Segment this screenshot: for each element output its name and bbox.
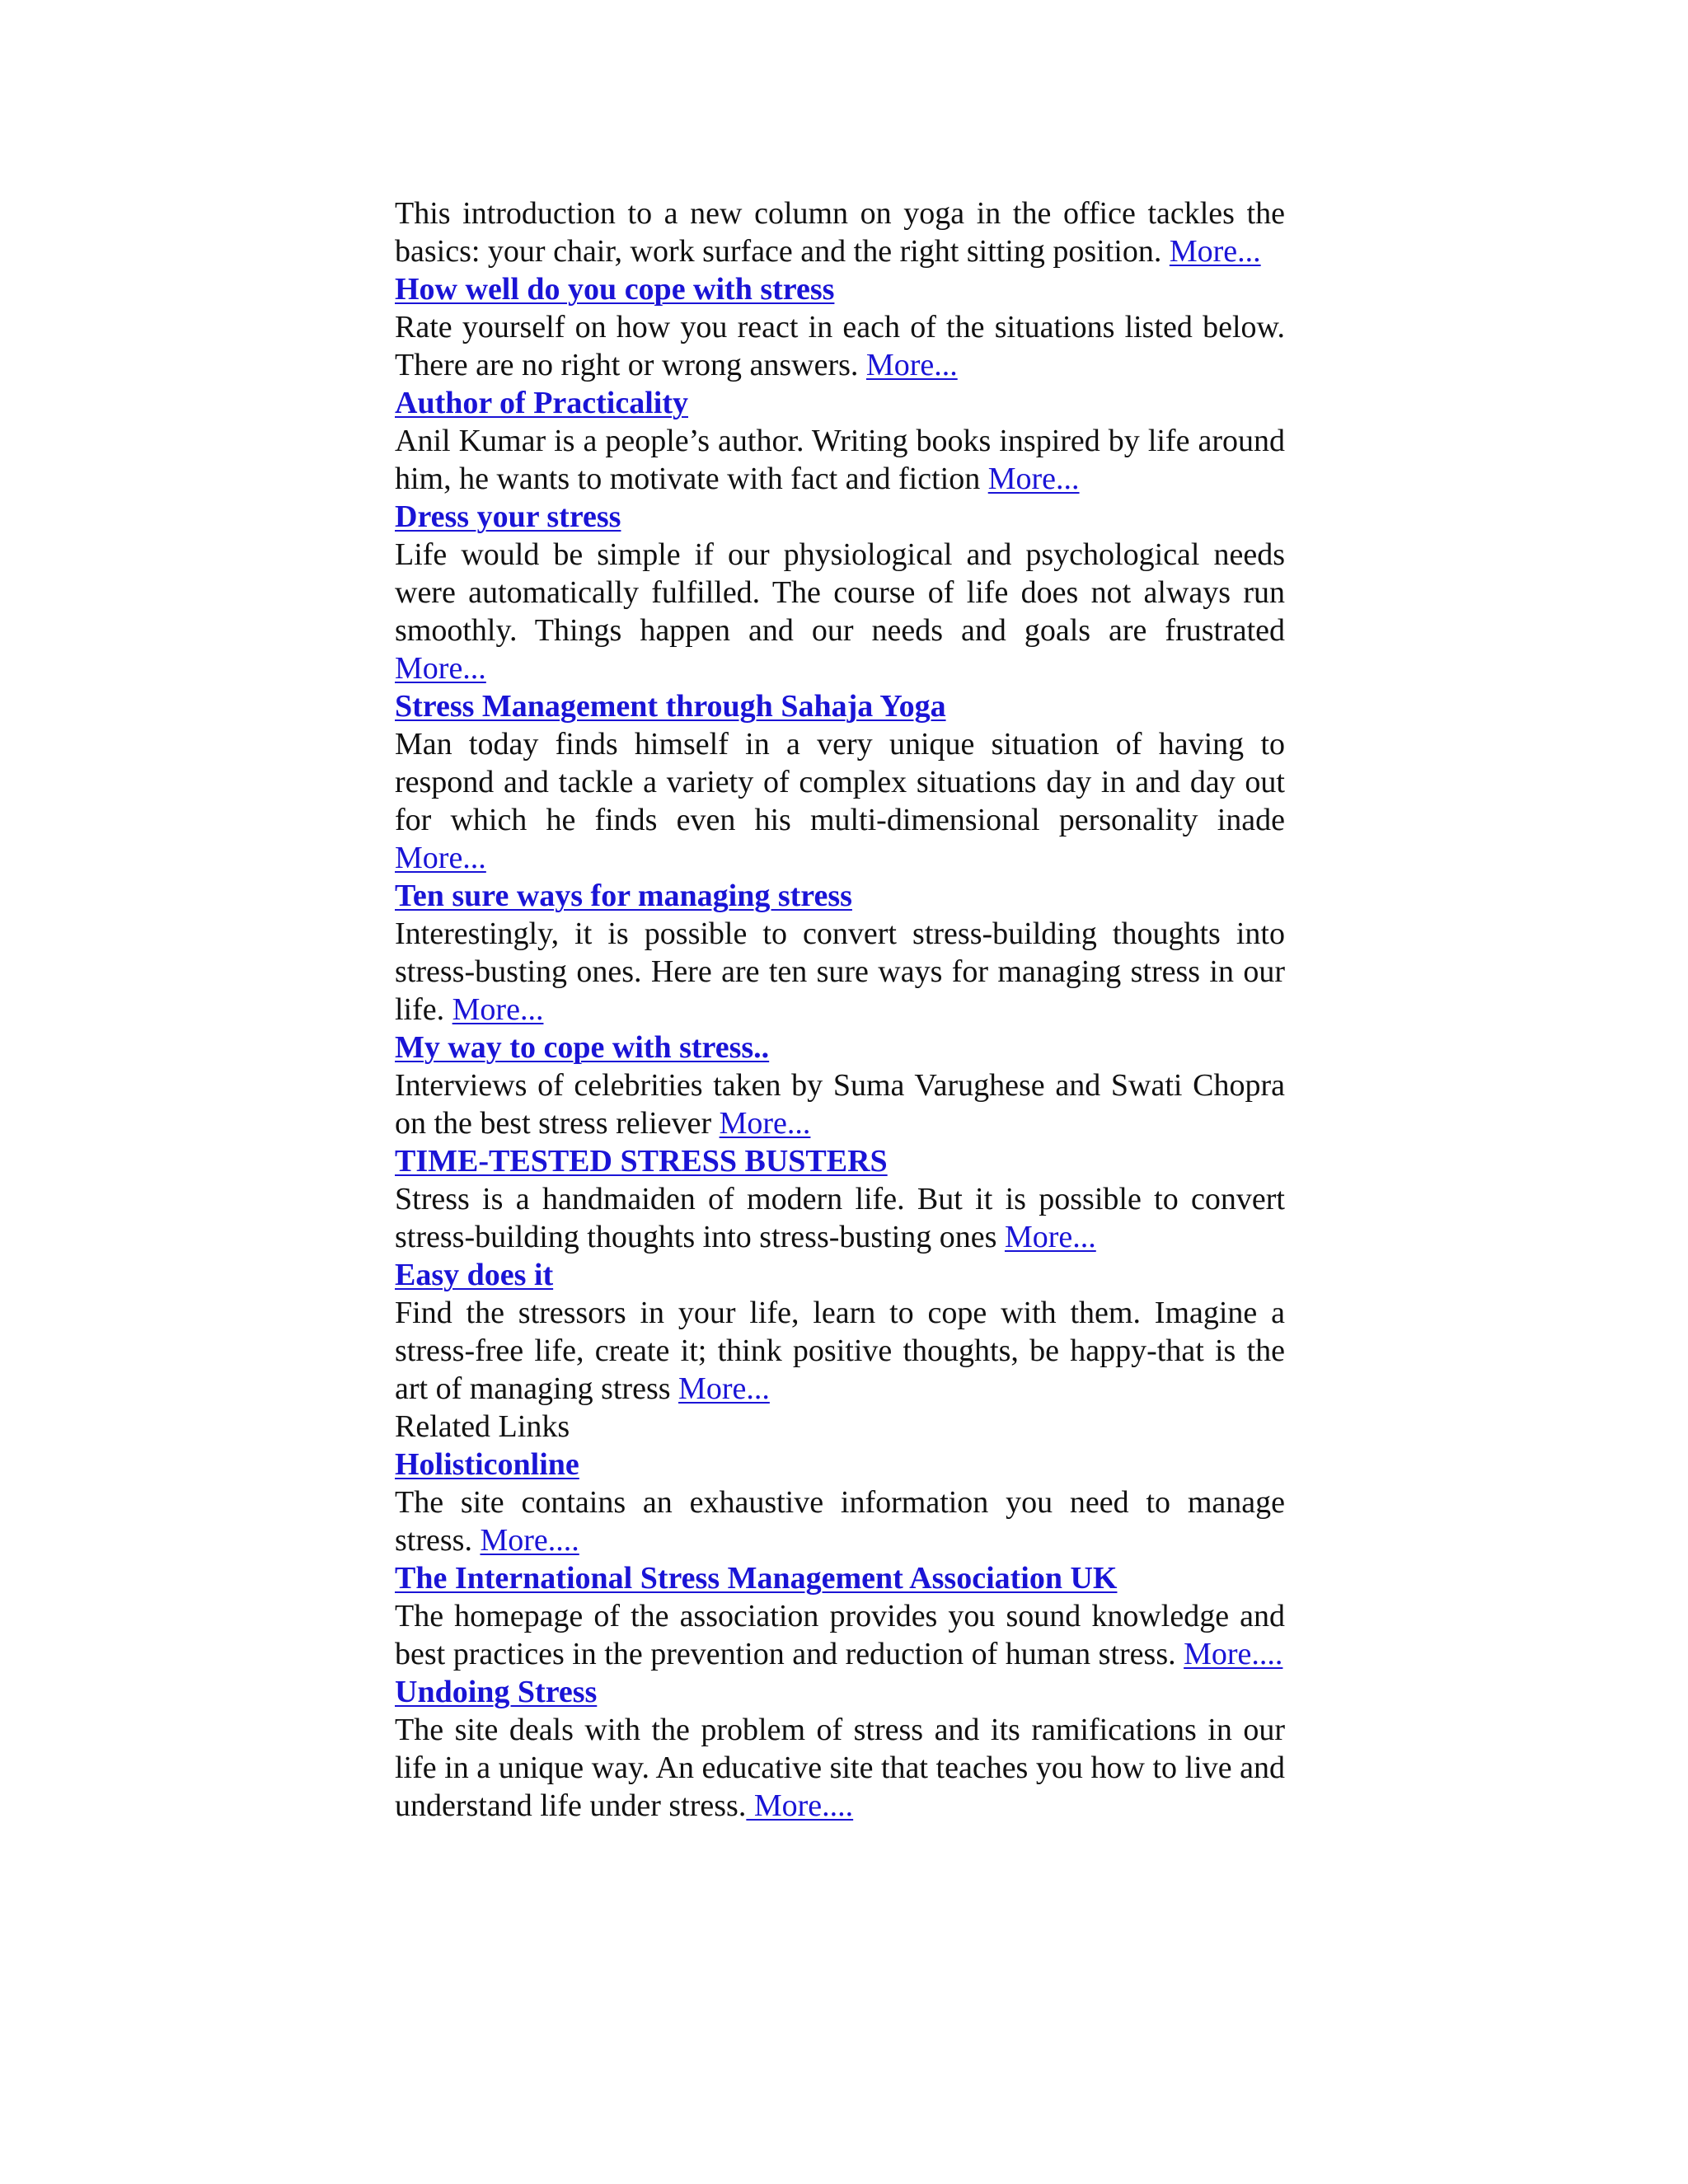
article-description-text: Anil Kumar is a people’s author. Writing books inspired by life around him, he wants to motivate with fact and fiction (395, 424, 1285, 496)
article-more-link[interactable]: More... (987, 462, 1080, 496)
related-link-title[interactable]: Undoing Stress (395, 1675, 598, 1709)
related-link-more[interactable]: More.... (746, 1788, 854, 1823)
article-entry (395, 498, 1285, 687)
article-entry (395, 1029, 1285, 1142)
related-link-more[interactable]: More.... (480, 1523, 579, 1558)
article-title-link[interactable]: Easy does it (395, 1258, 554, 1292)
article-title-link[interactable]: Dress your stress (395, 499, 621, 534)
related-link-description (395, 1597, 1285, 1673)
related-link-entry (395, 1559, 1285, 1673)
article-description (395, 1066, 1285, 1142)
related-link-description-text: The site contains an exhaustive information you need to manage stress. (395, 1485, 1285, 1558)
article-description-text: Interestingly, it is possible to convert stress-building thoughts into stress-busting ones. Here are ten sure ways for managing stress in our life. (395, 916, 1285, 1027)
article-more-link[interactable]: More... (452, 992, 544, 1027)
related-link-entry (395, 1673, 1285, 1825)
article-description-text: Man today finds himself in a very unique situation of having to respond and tackle a variety of complex situations day in and day out for which he finds even his multi-dimensional personality inade (395, 727, 1285, 837)
article-description (395, 1294, 1285, 1408)
related-link-description-text: The homepage of the association provides you sound knowledge and best practices in the prevention and reduction of human stress. (395, 1599, 1285, 1671)
article-entry (395, 1142, 1285, 1256)
related-link-more[interactable]: More.... (1184, 1637, 1283, 1671)
related-link-title[interactable]: The International Stress Management Association UK (395, 1561, 1118, 1596)
article-title-link[interactable]: Ten sure ways for managing stress (395, 879, 852, 913)
article-description (395, 1180, 1285, 1256)
article-description (395, 422, 1285, 498)
article-more-link[interactable]: More... (395, 651, 486, 686)
article-title-link[interactable]: TIME-TESTED STRESS BUSTERS (395, 1144, 888, 1179)
article-more-link[interactable]: More... (395, 841, 486, 875)
related-link-description-text: The site deals with the problem of stress and its ramifications in our life in a unique way. An educative site that teaches you how to live and understand life under stress. (395, 1713, 1285, 1823)
article-entry (395, 384, 1285, 498)
article-description (395, 915, 1285, 1029)
article-description (395, 536, 1285, 687)
related-link-entry (395, 1446, 1285, 1559)
article-more-link[interactable]: More... (1004, 1220, 1096, 1254)
article-entry (395, 877, 1285, 1029)
related-link-description (395, 1483, 1285, 1559)
related-link-title[interactable]: Holisticonline (395, 1447, 579, 1482)
intro-paragraph (395, 194, 1285, 270)
related-link-description (395, 1711, 1285, 1825)
article-description-text: Stress is a handmaiden of modern life. But it is possible to convert stress-building thoughts into stress-busting ones (395, 1182, 1285, 1254)
article-description-text: Life would be simple if our physiological and psychological needs were automatically fulfilled. The course of life does not always run smoothly. Things happen and our needs and goals are frustrated (395, 537, 1285, 648)
article-description-text: Rate yourself on how you react in each of the situations listed below. There are no right or wrong answers. (395, 310, 1285, 382)
article-title-link[interactable]: Stress Management through Sahaja Yoga (395, 689, 946, 724)
article-entry (395, 1256, 1285, 1408)
article-description (395, 725, 1285, 877)
article-entry (395, 270, 1285, 384)
intro-more-link[interactable]: More... (1169, 234, 1261, 269)
article-description-text: Find the stressors in your life, learn to cope with them. Imagine a stress-free life, create it; think positive thoughts, be happy-that is the art of managing stress (395, 1296, 1285, 1406)
article-description-text: Interviews of celebrities taken by Suma Varughese and Swati Chopra on the best stress reliever (395, 1068, 1285, 1141)
article-entry (395, 687, 1285, 877)
article-title-link[interactable]: How well do you cope with stress (395, 272, 835, 307)
related-links-heading: Related Links (395, 1409, 570, 1444)
article-more-link[interactable]: More... (865, 348, 958, 382)
article-title-link[interactable]: Author of Practicality (395, 386, 688, 420)
document-body (395, 194, 1285, 1825)
article-more-link[interactable]: More... (678, 1371, 770, 1406)
article-more-link[interactable]: More... (719, 1106, 811, 1141)
intro-text: This introduction to a new column on yoga in the office tackles the basics: your chair, work surface and the right sitting position. (395, 196, 1285, 269)
article-description (395, 308, 1285, 384)
article-title-link[interactable]: My way to cope with stress.. (395, 1030, 770, 1065)
